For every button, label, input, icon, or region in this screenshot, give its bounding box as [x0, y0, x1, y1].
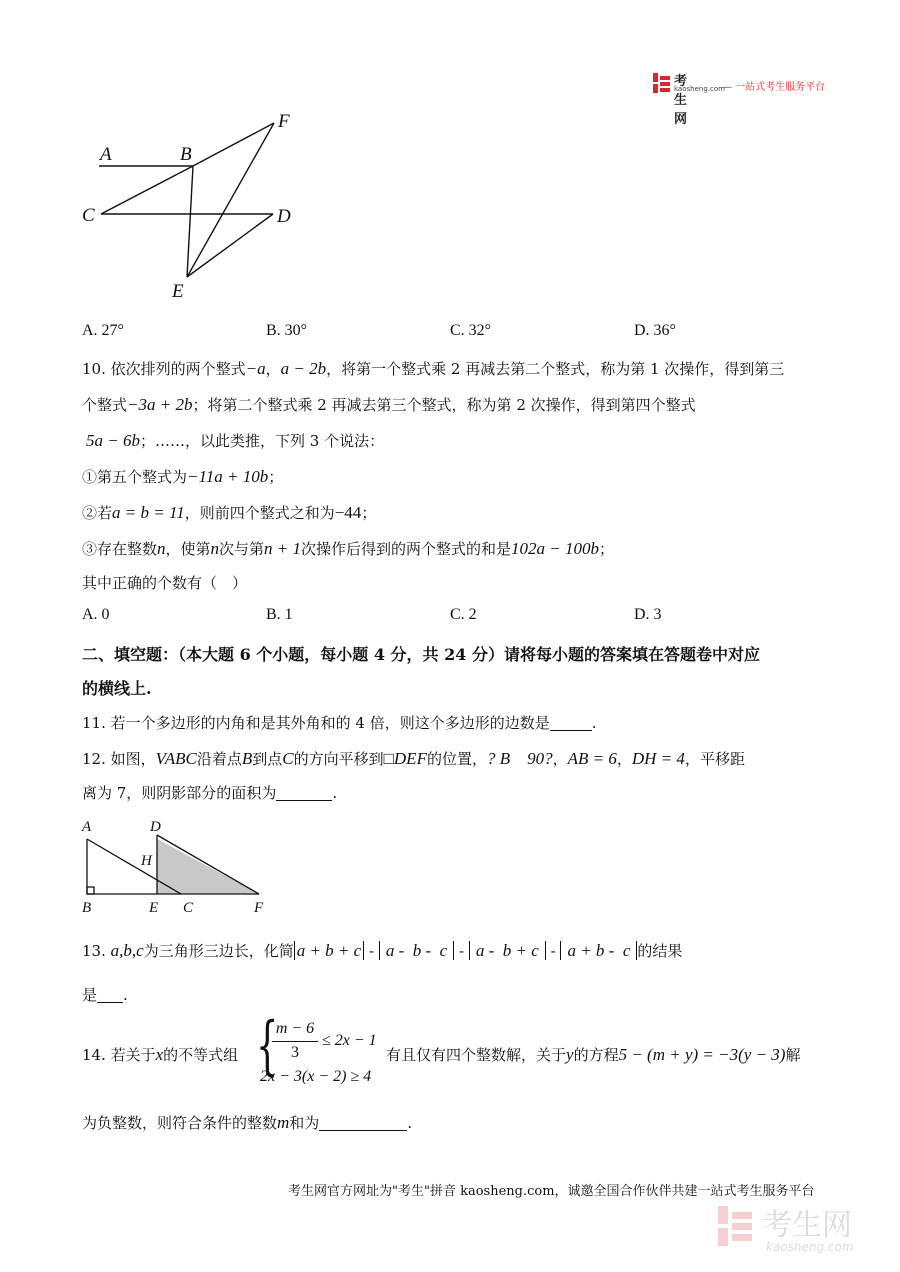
line-CB	[101, 166, 193, 214]
label-C: C	[82, 205, 95, 226]
q13-mid: 为三角形三边长，化简	[143, 942, 294, 960]
q10-question: 其中正确的个数有（ ）	[82, 574, 248, 592]
q10-option-b: B. 1	[266, 606, 293, 623]
label-F: F	[278, 111, 290, 132]
q14-line2b: 和为	[289, 1114, 320, 1132]
q12-answer-blank	[276, 784, 332, 801]
q10-s3-mid3: 次操作后得到的两个整式的和是	[301, 540, 512, 558]
q10-s1-prefix: ①第五个整式为	[82, 468, 188, 486]
q10-s2-mid: ，则前四个整式之和为	[184, 504, 335, 522]
q10-line3	[86, 430, 384, 451]
q14-line2	[82, 1112, 412, 1133]
q10-s3-val: 102a − 100b	[511, 539, 600, 558]
line-ED	[187, 214, 273, 277]
q10-s2-expr: a = b = 11	[112, 503, 185, 522]
q14-equation: 5 − (m + y) = −3(y − 3)	[618, 1045, 786, 1064]
q14-prefix: 14. 若关于	[82, 1046, 156, 1064]
q10-line3-rest: ；……，以此类推，下列 3 个说法：	[139, 432, 385, 450]
q13-prefix: 13.	[82, 942, 106, 960]
q12-point-c: C	[282, 749, 294, 768]
q13-minus2: -	[459, 942, 465, 960]
q12-f: ，	[552, 750, 568, 768]
q12-line2	[82, 782, 337, 803]
figure-q9	[70, 105, 320, 305]
label-A: A	[82, 819, 92, 835]
label-C: C	[183, 900, 194, 916]
q12-e: 的位置，	[426, 750, 487, 768]
watermark-en: kaosheng.com	[766, 1240, 854, 1254]
q10-expr3: −3a + 2b	[127, 395, 193, 414]
q12-triangle: VABC	[155, 749, 197, 768]
q9-option-d: D. 36°	[634, 322, 676, 339]
watermark-cn: 考生网	[762, 1208, 852, 1243]
q10-s3-mid1: ，使第	[165, 540, 211, 558]
label-E: E	[172, 281, 184, 302]
q14-ineq2: 2x − 3(x − 2) ≥ 4	[260, 1068, 372, 1085]
q14-ineq1-rhs: ≤ 2x − 1	[322, 1032, 377, 1049]
q14-end: .	[407, 1114, 413, 1132]
q10-s3-n2: n	[210, 539, 220, 558]
section2-title-line2: 的横线上.	[82, 679, 152, 698]
q11-answer-blank	[550, 714, 592, 731]
right-angle-mark	[87, 887, 94, 894]
q13-line1	[82, 940, 682, 961]
q14-after2: 的方程	[573, 1046, 619, 1064]
q10-line2-prefix: 个整式	[82, 396, 128, 414]
q12-end: .	[332, 784, 338, 802]
footer-text: 考生网官方网址为"考生"拼音 kaosheng.com，诚邀全国合作伙伴共建一站式考生服务平台	[288, 1184, 815, 1199]
q11	[82, 712, 597, 733]
label-B: B	[82, 900, 92, 916]
q14-after: 有且仅有四个整数解，关于	[386, 1046, 567, 1064]
label-A: A	[100, 144, 112, 165]
q14-frac-bar	[272, 1041, 318, 1042]
q12-a: 12. 如图，	[82, 750, 156, 768]
q10-s2-val: −44	[334, 503, 362, 522]
q12-d: 的方向平移到	[293, 750, 384, 768]
q14-brace: {	[256, 1009, 279, 1083]
q13-answer-blank	[97, 986, 123, 1003]
q13-suffix: 的结果	[637, 942, 683, 960]
q14-rest	[386, 1044, 800, 1065]
q10-option-a: A. 0	[82, 606, 110, 623]
q14-prefix-line	[82, 1044, 238, 1065]
q10-prefix: 10. 依次排列的两个整式	[82, 360, 246, 378]
watermark-logo-icon	[716, 1204, 756, 1250]
line-BE	[187, 166, 193, 277]
label-B: B	[180, 144, 192, 165]
q12-dh: DH = 4	[631, 749, 685, 768]
q10-s3-mid2: 次与第	[219, 540, 265, 558]
q10-expr2: a − 2b	[280, 359, 327, 378]
q13-end: .	[123, 986, 128, 1004]
q10-s3-n: n	[157, 539, 166, 558]
q10-line2-rest: ；将第二个整式乘 2 再减去第三个整式，称为第 2 次操作，得到第四个整式	[192, 396, 696, 414]
q12-h: ，平移距	[684, 750, 745, 768]
logo-en: kaosheng.com	[674, 85, 725, 93]
q10-option-d: D. 3	[634, 606, 662, 623]
q13-minus3: -	[550, 942, 556, 960]
q13-line2-text: 是	[82, 986, 98, 1004]
logo-icon	[652, 72, 672, 94]
q12-ab: AB = 6	[567, 749, 617, 768]
q14-frac-num: m − 6	[275, 1020, 315, 1037]
q14-line2-text: 为负整数，则符合条件的整数	[82, 1114, 278, 1132]
q10-statement-3	[82, 538, 614, 559]
q14-answer-blank	[319, 1114, 407, 1131]
figure-q12	[78, 815, 278, 920]
q10-s1-end: ；	[268, 468, 284, 486]
q13-abs3: a - b + c	[469, 941, 546, 960]
q13-minus1: -	[368, 942, 375, 960]
q10-line1	[82, 358, 784, 379]
q10-s2-prefix: ②若	[82, 504, 113, 522]
label-H: H	[141, 853, 152, 869]
q12-def: □DEF	[383, 749, 427, 768]
q9-option-a: A. 27°	[82, 322, 124, 339]
label-D: D	[150, 819, 161, 835]
q10-sep: ，	[265, 360, 281, 378]
q14-suffix: 解	[785, 1046, 801, 1064]
header-slogan: — 一站式考生服务平台	[722, 82, 826, 93]
q13-abs4: a + b - c	[560, 941, 637, 960]
section2-title-line1: 二、填空题：（本大题 6 个小题，每小题 4 分，共 24 分）请将每小题的答案填在答题卷中对应	[82, 645, 760, 664]
q10-s3-end: ；	[599, 540, 615, 558]
q14-mid: 的不等式组	[163, 1046, 239, 1064]
label-D: D	[277, 206, 291, 227]
q11-end: .	[591, 714, 597, 732]
q10-s1-expr: −11a + 10b	[187, 467, 269, 486]
label-F: F	[254, 900, 264, 916]
q13-vars: a,b,c	[110, 941, 144, 960]
q12-line1	[82, 748, 745, 769]
q13-abs1: a + b + c	[294, 941, 365, 960]
q14-x: x	[155, 1045, 164, 1064]
q11-text: 11. 若一个多边形的内角和是其外角和的 4 倍，则这个多边形的边数是	[82, 714, 550, 732]
q12-line2-text: 离为 7，则阴影部分的面积为	[82, 784, 277, 802]
q10-s2-end: ；	[361, 504, 377, 522]
q9-option-b: B. 30°	[266, 322, 308, 339]
q10-line1-rest: ，将第一个整式乘 2 再减去第二个整式，称为第 1 次操作，得到第三	[326, 360, 785, 378]
watermark	[716, 1200, 886, 1260]
q9-option-c: C. 32°	[450, 322, 492, 339]
q14-y: y	[566, 1045, 574, 1064]
q13-line2	[82, 984, 128, 1005]
q10-option-c: C. 2	[450, 606, 477, 623]
q13-abs2: a - b - c	[379, 941, 454, 960]
label-E: E	[149, 900, 159, 916]
q10-s3-prefix: ③存在整数	[82, 540, 158, 558]
q10-expr4: 5a − 6b	[86, 431, 140, 450]
q12-angle: ? B 90?	[486, 749, 553, 768]
q10-expr1: −a	[245, 359, 266, 378]
q14-frac-den: 3	[291, 1044, 299, 1061]
q12-point-b: B	[241, 749, 253, 768]
q14-m: m	[277, 1113, 290, 1132]
q12-b: 沿着点	[196, 750, 242, 768]
q10-s3-n3: n + 1	[264, 539, 302, 558]
q12-c: 到点	[252, 750, 283, 768]
q10-statement-1	[82, 466, 283, 487]
q10-statement-2	[82, 502, 376, 523]
header-slogan-text: 一站式考生服务平台	[735, 82, 826, 93]
q10-line2	[82, 394, 696, 415]
q12-g: ，	[616, 750, 632, 768]
logo-cn: 考生网	[674, 74, 688, 127]
